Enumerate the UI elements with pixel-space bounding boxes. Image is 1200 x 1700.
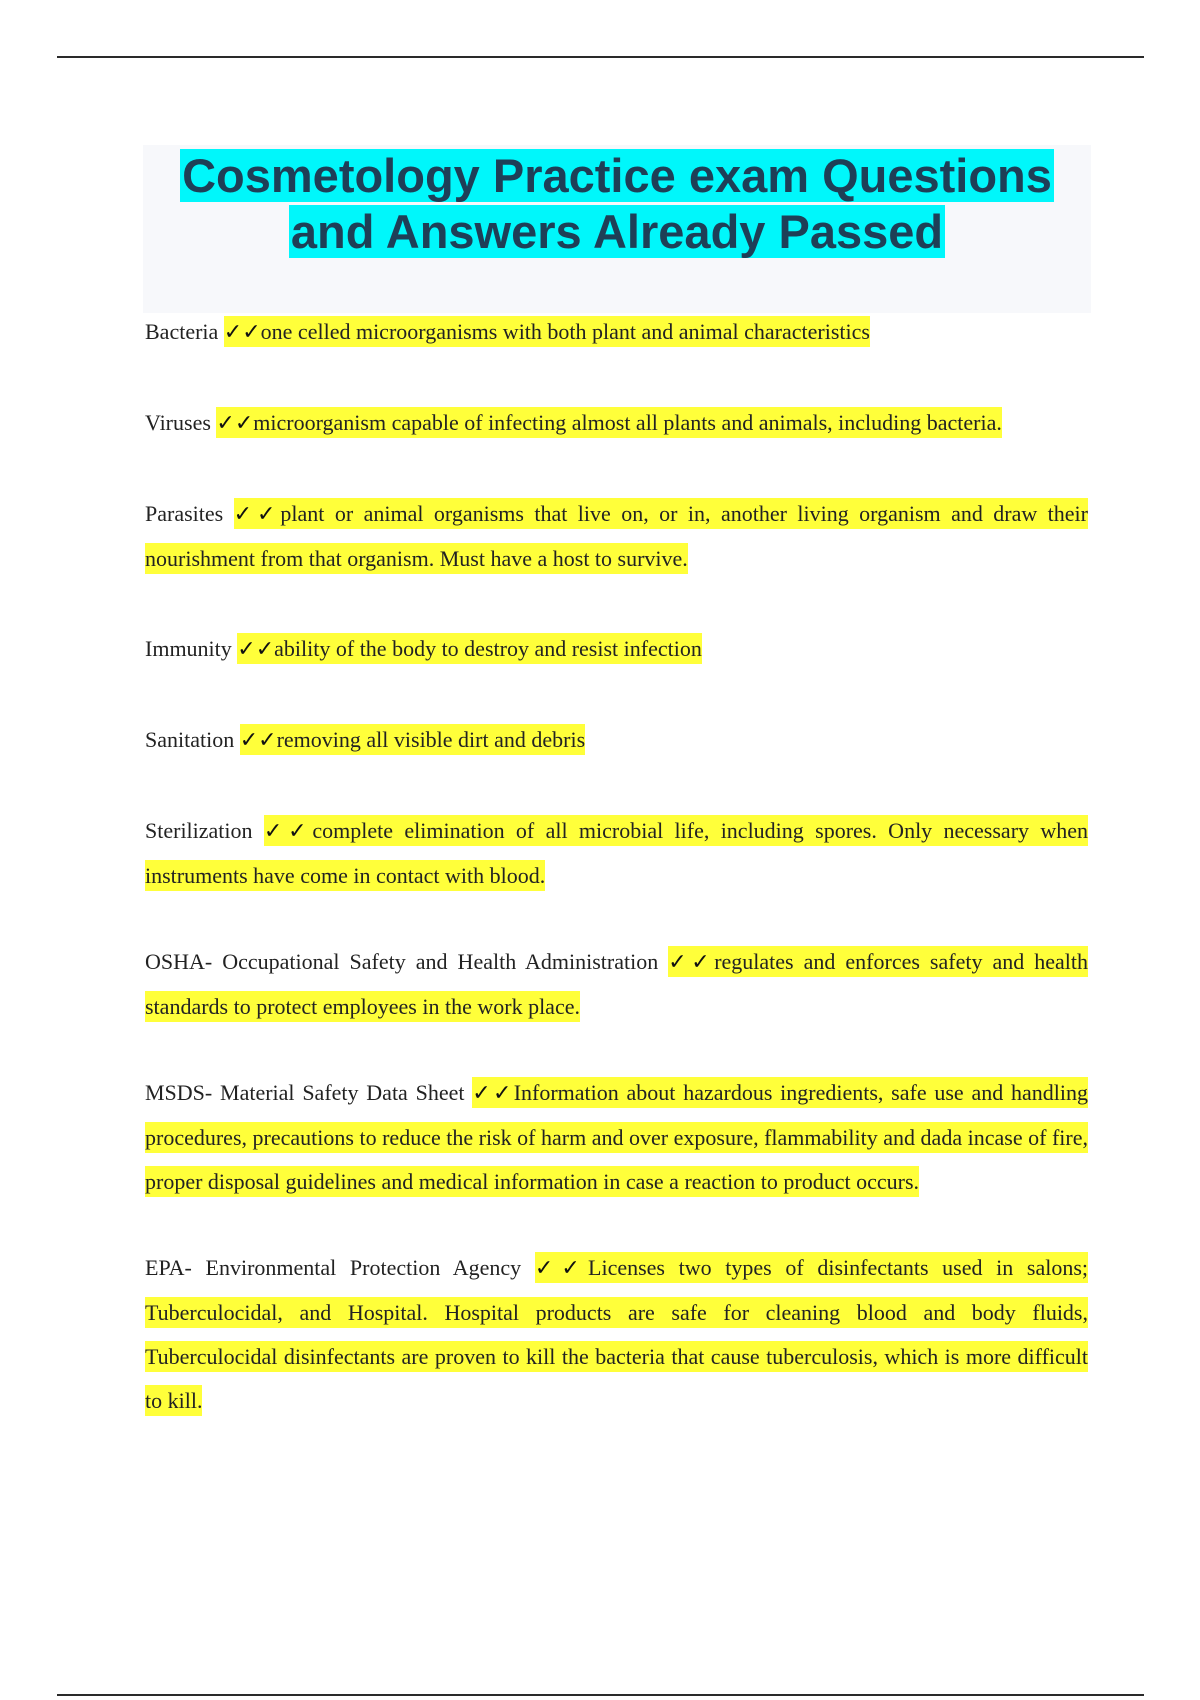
entry-term: Bacteria <box>145 319 219 344</box>
check-mark-icon: ✓✓ <box>263 819 313 844</box>
qa-entry-sterilization <box>145 809 1088 898</box>
check-mark-icon: ✓✓ <box>223 320 261 345</box>
entry-answer <box>145 815 1088 891</box>
entry-term: Sanitation <box>145 727 235 752</box>
entry-answer <box>224 316 870 347</box>
title-line-2: and Answers Already Passed <box>290 205 944 258</box>
check-mark-icon: ✓✓ <box>239 728 277 753</box>
entry-answer-text: Licenses two types of disinfectants used in salons; Tuberculocidal, and Hospital. Hospital products are safe for cleaning blood and body fluids, Tuberculocidal disinfectants are proven to kill the bacteria that cause tuberculosis, which is more difficult to kill. <box>145 1255 1089 1413</box>
entry-answer <box>237 633 702 664</box>
entry-term: Immunity <box>145 636 232 661</box>
entry-answer-text: regulates and enforces safety and health standards to protect employees in the work place. <box>145 949 1089 1019</box>
qa-entry-msds <box>145 1071 1088 1204</box>
title-line-1: Cosmetology Practice exam Questions <box>182 149 1052 202</box>
qa-entry-epa <box>145 1246 1088 1423</box>
check-mark-icon: ✓✓ <box>237 637 275 662</box>
check-mark-icon: ✓✓ <box>472 1081 514 1106</box>
document-title <box>143 145 1091 260</box>
entry-term: EPA- Environmental Protection Agency <box>145 1255 522 1280</box>
entry-term: Viruses <box>145 410 211 435</box>
bottom-rule <box>57 1694 1144 1696</box>
title-banner <box>143 145 1091 313</box>
qa-entry-sanitation <box>145 718 1088 763</box>
entry-answer <box>216 407 1001 438</box>
check-mark-icon: ✓✓ <box>668 950 715 975</box>
qa-entry-parasites <box>145 492 1088 581</box>
qa-entry-immunity <box>145 627 1088 672</box>
entry-term: Sterilization <box>145 818 253 843</box>
entry-answer <box>145 498 1088 574</box>
entry-answer-text: plant or animal organisms that live on, or in, another living organism and draw their nourishment from that organism. Must have a host to survive. <box>145 501 1088 571</box>
qa-entry-bacteria <box>145 310 1088 355</box>
entry-answer-text: removing all visible dirt and debris <box>276 727 586 752</box>
entry-answer-text: Information about hazardous ingredients, safe use and handling procedures, precautions to reduce the risk of harm and over exposure, flammability and dada incase of fire, proper disposal guidelines and medical information in case a reaction to product occurs. <box>145 1080 1089 1194</box>
top-rule <box>57 56 1144 58</box>
entry-answer-text: ability of the body to destroy and resist infection <box>274 636 702 661</box>
entry-term: OSHA- Occupational Safety and Health Administration <box>145 949 659 974</box>
entry-answer-text: one celled microorganisms with both plant and animal characteristics <box>260 319 870 344</box>
entry-term: MSDS- Material Safety Data Sheet <box>145 1080 465 1105</box>
entry-answer-text: complete elimination of all microbial life, including spores. Only necessary when instruments have come in contact with blood. <box>145 818 1089 888</box>
qa-list <box>145 310 1088 1423</box>
check-mark-icon: ✓✓ <box>233 502 281 527</box>
entry-term: Parasites <box>145 501 224 526</box>
check-mark-icon: ✓✓ <box>216 411 254 436</box>
check-mark-icon: ✓✓ <box>534 1256 589 1281</box>
entry-answer-text: microorganism capable of infecting almost all plants and animals, including bacteria. <box>253 410 1002 435</box>
entry-answer <box>240 724 585 755</box>
qa-entry-osha <box>145 940 1088 1029</box>
qa-entry-viruses <box>145 401 1088 446</box>
